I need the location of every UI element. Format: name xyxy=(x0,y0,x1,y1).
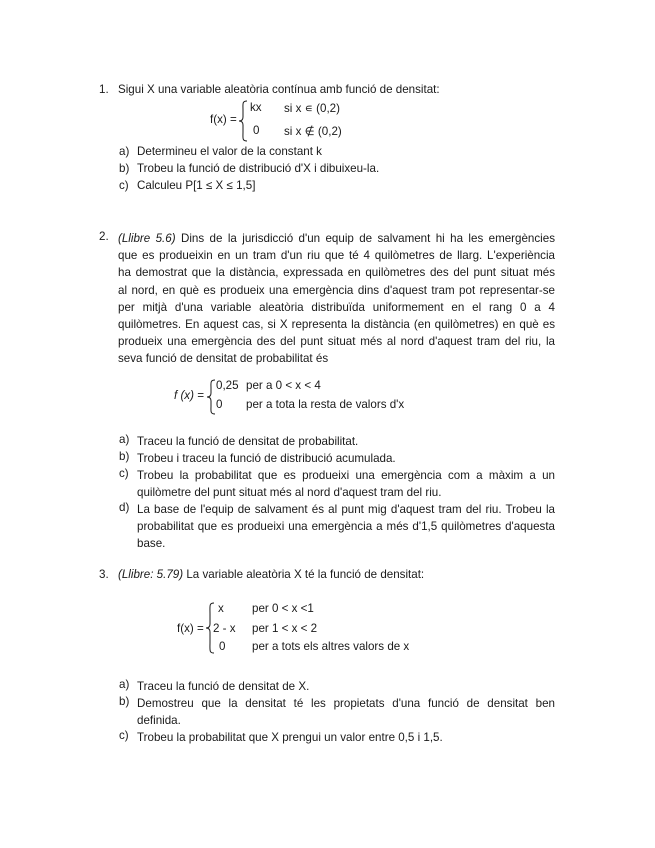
source-reference: (Llibre 5.6) xyxy=(118,232,176,245)
paragraph-line: seva funció de densitat de probabilitat és xyxy=(118,352,329,366)
item-text xyxy=(137,433,555,450)
paragraph-line: per mitjà d'una variable aleatòria distribuïda uniformement en el rang 0 a 4 xyxy=(118,300,555,314)
item-label: a) xyxy=(119,145,130,158)
item-text xyxy=(137,501,555,552)
question-number: 1. xyxy=(99,83,109,96)
item-line: Traceu la funció de densitat de X. xyxy=(137,680,310,693)
item-label: c) xyxy=(119,729,129,742)
item-text xyxy=(137,678,555,695)
item-label: a) xyxy=(119,678,130,691)
formula-value: 0 xyxy=(219,640,226,653)
item-line: probabilitat que es produeixi una emergència a més d'1,5 quilòmetres d'aquesta xyxy=(137,520,555,533)
formula-value: 2 - x xyxy=(213,622,236,635)
item-label: b) xyxy=(119,695,130,708)
item-text xyxy=(137,695,555,729)
item-label: c) xyxy=(119,179,129,192)
source-reference: (Llibre: 5.79) xyxy=(118,568,184,581)
question-number: 2. xyxy=(99,230,109,243)
formula-condition: per a tota la resta de valors d'x xyxy=(246,398,405,411)
paragraph-line: produeix una emergència des del punt situat més al nord d'aquest tram del riu, la xyxy=(118,335,555,349)
formula-lhs: f(x) = xyxy=(177,622,204,635)
paragraph-line: al nord, en què es produeix una emergència dins d'aquest tram pot representar-se xyxy=(118,283,555,297)
item-line: definida. xyxy=(137,714,181,727)
question-intro: La variable aleatòria X té la funció de densitat: xyxy=(186,568,425,581)
item-label: a) xyxy=(119,433,130,446)
item-label: c) xyxy=(119,467,129,480)
formula-value: 0,25 xyxy=(216,379,239,392)
formula-condition: per a 0 < x < 4 xyxy=(246,379,321,392)
item-line: base. xyxy=(137,537,166,550)
item-line: Trobeu i traceu la funció de distribució acumulada. xyxy=(137,452,396,465)
item-text: Determineu el valor de la constant k xyxy=(137,145,322,158)
formula-condition: per 1 < x < 2 xyxy=(252,622,318,635)
left-brace xyxy=(239,100,249,142)
formula-condition: per 0 < x <1 xyxy=(252,602,314,615)
item-label: b) xyxy=(119,162,130,175)
item-text: Trobeu la funció de distribució d'X i dibuixeu-la. xyxy=(137,162,380,175)
paragraph-line xyxy=(118,230,555,247)
formula-value: 0 xyxy=(253,124,260,137)
item-line: Trobeu la probabilitat que X prengui un valor entre 0,5 i 1,5. xyxy=(137,731,443,744)
item-line: quilòmetre del punt situat més al nord d'aquest tram del riu. xyxy=(137,486,442,499)
item-label: b) xyxy=(119,450,130,463)
paragraph-line: que es produeixin en un tram d'un riu que té 4 quilòmetres de llarg. L'experiència xyxy=(118,249,555,263)
question-number: 3. xyxy=(99,568,109,581)
question-intro: Sigui X una variable aleatòria contínua amb funció de densitat: xyxy=(118,83,440,96)
formula-condition: per a tots els altres valors de x xyxy=(252,640,410,653)
item-line: Demostreu que la densitat té les propietats d'una funció de densitat ben xyxy=(137,697,555,710)
question-intro-line xyxy=(118,568,424,581)
item-text xyxy=(137,467,555,501)
paragraph-line: ha demostrat que la distància, expressada en quilòmetres des del punt situat més xyxy=(118,266,555,280)
line-text: Dins de la jurisdicció d'un equip de salvament hi ha les emergències xyxy=(180,232,556,245)
question-paragraph xyxy=(118,230,555,368)
item-text xyxy=(137,729,555,746)
formula-lhs: f(x) = xyxy=(210,113,237,126)
formula-value: 0 xyxy=(216,398,223,411)
formula-condition: si x ∉ (0,2) xyxy=(284,125,342,138)
formula-condition: si x ∊ (0,2) xyxy=(284,102,340,115)
formula-lhs: f (x) = xyxy=(174,389,204,402)
formula-value: kx xyxy=(250,101,262,114)
item-line: Trobeu la probabilitat que es produeixi una emergència com a màxim a un xyxy=(137,469,555,482)
item-text xyxy=(137,450,555,467)
item-line: Traceu la funció de densitat de probabilitat. xyxy=(137,435,359,448)
item-line: La base de l'equip de salvament és al punt mig d'aquest tram del riu. Trobeu la xyxy=(137,503,555,516)
item-label: d) xyxy=(119,501,130,514)
item-text: Calculeu P[1 ≤ X ≤ 1,5] xyxy=(137,179,256,192)
paragraph-line: quilòmetres. En aquest cas, si X representa la distància (en quilòmetres) en què es xyxy=(118,317,555,331)
formula-value: x xyxy=(218,602,224,615)
